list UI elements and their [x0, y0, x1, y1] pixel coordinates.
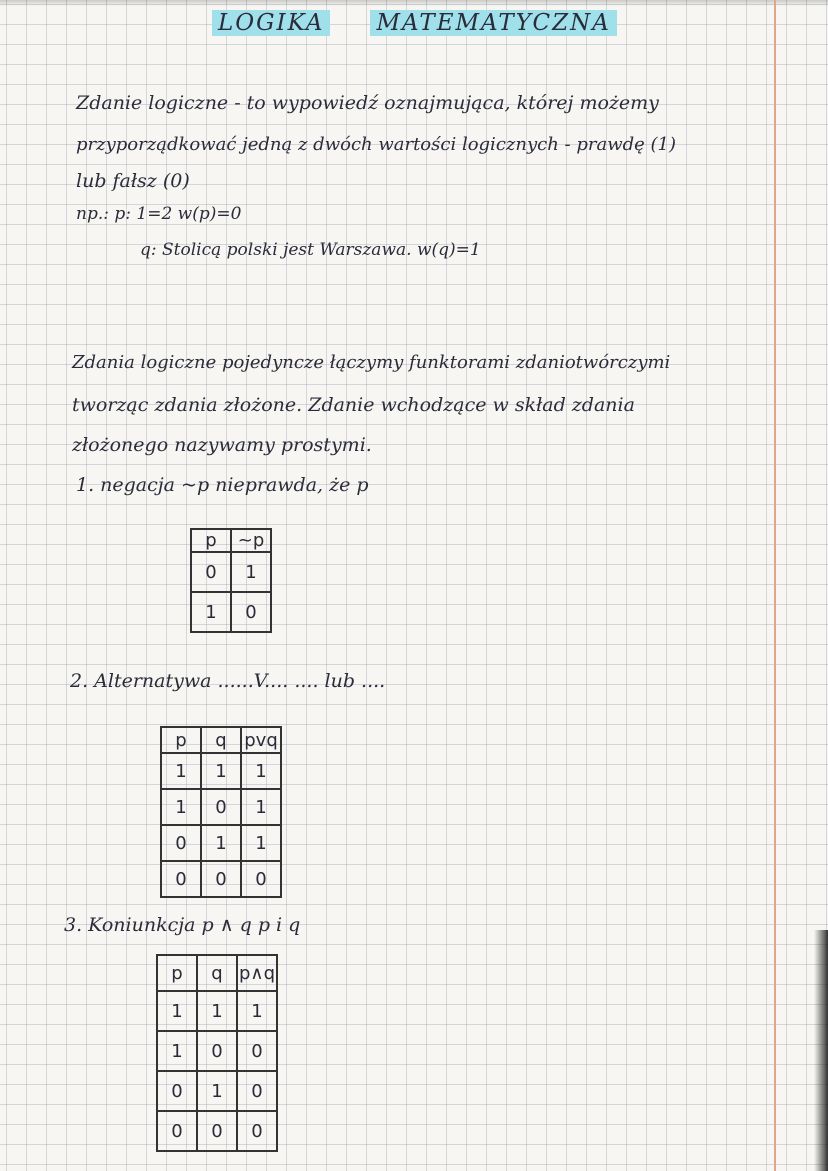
table-cell: 1: [237, 991, 277, 1031]
table-cell: 0: [161, 825, 201, 861]
table-row: [161, 753, 281, 789]
table-cell: 0: [231, 592, 271, 632]
table-header-cell: p: [161, 727, 201, 753]
table-cell: 1: [157, 1031, 197, 1071]
table-cell: 0: [197, 1031, 237, 1071]
intro-line-3: złożonego nazywamy prostymi.: [72, 434, 372, 456]
table-row: [157, 1071, 277, 1111]
table-cell: 1: [201, 825, 241, 861]
intro-line-1: Zdania logiczne pojedyncze łączymy funktorami zdaniotwórczymi: [72, 352, 671, 373]
table-cell: 1: [231, 552, 271, 592]
conjunction-heading: 3. Koniunkcja p ∧ q p i q: [64, 914, 301, 936]
table-row: [161, 861, 281, 897]
negation-truth-table: [190, 528, 272, 633]
table-header-cell: p∧q: [237, 955, 277, 991]
table-row: [157, 1111, 277, 1151]
table-cell: 0: [237, 1111, 277, 1151]
table-header-cell: p: [191, 529, 231, 552]
table-row: [191, 552, 271, 592]
table-row: [157, 1031, 277, 1071]
table-header-cell: ~p: [231, 529, 271, 552]
table-row: [157, 991, 277, 1031]
table-header-cell: q: [201, 727, 241, 753]
table-cell: 1: [197, 1071, 237, 1111]
table-cell: 1: [241, 753, 281, 789]
example-1: np.: p: 1=2 w(p)=0: [76, 204, 242, 224]
table-header-cell: q: [197, 955, 237, 991]
negation-heading: 1. negacja ~p nieprawda, że p: [76, 474, 369, 496]
table-cell: 1: [161, 753, 201, 789]
table-cell: 0: [157, 1071, 197, 1111]
table-header-row: [161, 727, 281, 753]
page-edge-shadow: [814, 930, 828, 1171]
table-cell: 0: [191, 552, 231, 592]
title-part-1: LOGIKA: [212, 10, 330, 36]
table-cell: 1: [161, 789, 201, 825]
table-cell: 0: [157, 1111, 197, 1151]
definition-line-1: Zdanie logiczne - to wypowiedź oznajmująca, której możemy: [76, 92, 659, 114]
table-cell: 1: [157, 991, 197, 1031]
table-cell: 0: [201, 861, 241, 897]
table-header-cell: p: [157, 955, 197, 991]
table-cell: 1: [191, 592, 231, 632]
table-header-row: [191, 529, 271, 552]
table-cell: 1: [241, 825, 281, 861]
table-row: [161, 789, 281, 825]
table-cell: 0: [197, 1111, 237, 1151]
intro-line-2: tworząc zdania złożone. Zdanie wchodzące w skład zdania: [72, 394, 635, 416]
table-cell: 0: [161, 861, 201, 897]
alternative-truth-table: [160, 726, 282, 898]
table-cell: 0: [241, 861, 281, 897]
page-top-shadow: [0, 0, 828, 6]
table-cell: 0: [237, 1071, 277, 1111]
table-cell: 1: [197, 991, 237, 1031]
table-row: [191, 592, 271, 632]
table-header-cell: pvq: [241, 727, 281, 753]
table-row: [161, 825, 281, 861]
table-header-row: [157, 955, 277, 991]
table-cell: 0: [201, 789, 241, 825]
alternative-heading: 2. Alternatywa ......V.... .... lub ....: [70, 670, 386, 692]
table-cell: 0: [237, 1031, 277, 1071]
conjunction-truth-table: [156, 954, 278, 1152]
definition-line-3: lub fałsz (0): [76, 170, 190, 192]
title-part-2: MATEMATYCZNA: [370, 10, 616, 36]
example-2: q: Stolicą polski jest Warszawa. w(q)=1: [140, 240, 481, 260]
page-title: [212, 10, 617, 36]
table-cell: 1: [241, 789, 281, 825]
margin-line: [774, 0, 776, 1171]
table-cell: 1: [201, 753, 241, 789]
definition-line-2: przyporządkować jedną z dwóch wartości logicznych - prawdę (1): [76, 134, 677, 155]
